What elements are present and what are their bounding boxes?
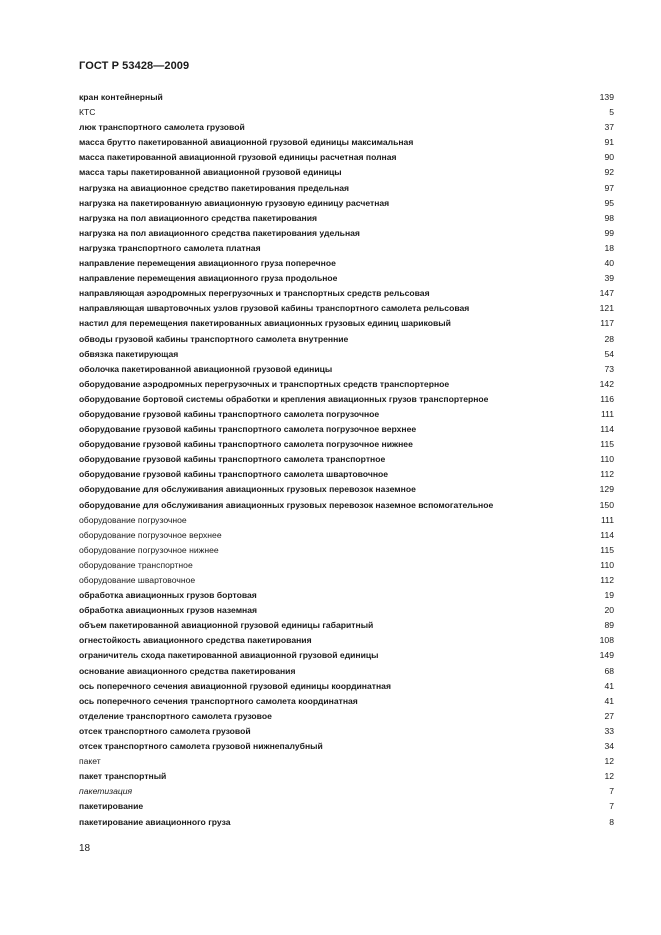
index-entry [79,181,614,196]
index-page-ref: 5 [609,107,614,118]
index-entry [79,679,614,694]
index-entry [79,165,614,180]
index-term: основание авиационного средства пакетирования [79,665,296,676]
index-term: оборудование погрузочное верхнее [79,529,222,540]
index-term: нагрузка на пол авиационного средства пакетирования удельная [79,227,360,238]
index-entry [79,528,614,543]
index-term: оборудование для обслуживания авиационных грузовых перевозок наземное [79,484,416,495]
index-entry [79,573,614,588]
index-entry [79,513,614,528]
index-page-ref: 112 [600,469,614,480]
index-page-ref: 110 [600,559,614,570]
index-term: КТС [79,107,96,118]
index-term: нагрузка транспортного самолета платная [79,242,261,253]
index-term: обработка авиационных грузов бортовая [79,590,257,601]
index-entry [79,241,614,256]
index-entry [79,452,614,467]
index-entry [79,498,614,513]
index-page-ref: 41 [604,680,614,691]
index-page-ref: 40 [604,258,614,269]
document-header: ГОСТ Р 53428—2009 [79,60,190,72]
index-term: оборудование грузовой кабины транспортного самолета погрузочное верхнее [79,424,417,435]
index-term: оборудование грузовой кабины транспортного самолета швартовочное [79,469,389,480]
index-page-ref: 98 [604,212,614,223]
index-entry [79,256,614,271]
index-term: оболочка пакетированной авиационной грузовой единицы [79,363,333,374]
index-page-ref: 41 [604,695,614,706]
index-entry [79,799,614,814]
index-page-ref: 68 [604,665,614,676]
index-term: отсек транспортного самолета грузовой нижнепалубный [79,741,323,752]
index-page-ref: 97 [604,182,614,193]
index-page-ref: 73 [604,363,614,374]
index-term: оборудование грузовой кабины транспортного самолета погрузочное [79,408,380,419]
index-term: оборудование погрузочное [79,514,187,525]
index-term: оборудование транспортное [79,559,193,570]
index-page-ref: 12 [604,756,614,767]
index-page-ref: 39 [604,273,614,284]
index-term: огнестойкость авиационного средства пакетирования [79,635,312,646]
index-entry [79,105,614,120]
index-page-ref: 108 [599,635,614,646]
index-term: масса пакетированной авиационной грузовой единицы расчетная полная [79,152,397,163]
index-term: нагрузка на авиационное средство пакетирования предельная [79,182,350,193]
index-page-ref: 110 [600,454,614,465]
index-term: оборудование бортовой системы обработки и крепления авиационных грузов транспортерное [79,393,489,404]
index-entry [79,120,614,135]
index-term: люк транспортного самолета грузовой [79,122,245,133]
index-entry [79,422,614,437]
index-term: оборудование аэродромных перегрузочных и транспортных средств транспортерное [79,378,450,389]
index-page-ref: 37 [604,122,614,133]
index-page-ref: 34 [604,741,614,752]
index-page-ref: 142 [599,378,614,389]
index-term: пакет транспортный [79,771,167,782]
index-entry [79,724,614,739]
index-entry [79,286,614,301]
index-page-ref: 27 [604,710,614,721]
index-entry [79,467,614,482]
index-entry [79,739,614,754]
index-page-ref: 129 [599,484,614,495]
index-page-ref: 147 [599,288,614,299]
index-page-ref: 99 [604,227,614,238]
index-term: оборудование грузовой кабины транспортного самолета транспортное [79,454,386,465]
index-term: оборудование для обслуживания авиационных грузовых перевозок наземное вспомогательное [79,499,494,510]
index-page-ref: 7 [609,786,614,797]
index-term: ограничитель схода пакетированной авиационной грузовой единицы [79,650,379,661]
index-term: направляющая аэродромных перегрузочных и транспортных средств рельсовая [79,288,430,299]
index-page-ref: 28 [604,333,614,344]
index-term: пакетирование [79,801,144,812]
index-entry [79,316,614,331]
index-entry [79,362,614,377]
index-entry [79,347,614,362]
index-entry [79,196,614,211]
index-entry [79,618,614,633]
index-entry [79,437,614,452]
index-page-ref: 12 [604,771,614,782]
index-page-ref: 91 [604,137,614,148]
index-page-ref: 111 [600,408,614,419]
index-entry [79,633,614,648]
index-term: оборудование грузовой кабины транспортного самолета погрузочное нижнее [79,439,413,450]
index-page-ref: 8 [609,816,614,827]
index-page-ref: 18 [604,242,614,253]
index-entry [79,482,614,497]
index-entry [79,271,614,286]
index-page-ref: 89 [604,620,614,631]
index-term: ось поперечного сечения транспортного самолета координатная [79,695,358,706]
index-page-ref: 114 [600,529,614,540]
index-page-ref: 111 [600,514,614,525]
index-term: обвязка пакетирующая [79,348,179,359]
index-entry [79,226,614,241]
index-entry [79,815,614,830]
index-term: направляющая швартовочных узлов грузовой кабины транспортного самолета рельсовая [79,303,470,314]
index-term: оборудование швартовочное [79,575,196,585]
index-entry [79,407,614,422]
index-term: направление перемещения авиационного груза поперечное [79,258,336,269]
index-entry [79,392,614,407]
index-term: отсек транспортного самолета грузовой [79,725,251,736]
index-entry [79,150,614,165]
index-entry [79,588,614,603]
index-term: масса брутто пакетированной авиационной грузовой единицы максимальная [79,137,414,148]
index-page-ref: 112 [600,575,614,585]
index-page-ref: 116 [600,393,614,404]
index-entry [79,709,614,724]
index-entry [79,558,614,573]
index-entry [79,754,614,769]
index-entry [79,769,614,784]
index-term: обработка авиационных грузов наземная [79,605,258,616]
index-term: пакетизация [79,786,133,797]
index-entry [79,694,614,709]
index-page-ref: 95 [604,197,614,208]
index-term: пакет [79,756,101,767]
index-page-ref: 19 [604,590,614,601]
index-term: обводы грузовой кабины транспортного самолета внутренние [79,333,349,344]
index-term: объем пакетированной авиационной грузовой единицы габаритный [79,620,374,631]
index-page-ref: 7 [609,801,614,812]
index-entry [79,90,614,105]
index-page-ref: 149 [599,650,614,661]
index-entry [79,603,614,618]
index-page-ref: 90 [604,152,614,163]
index-page-ref: 54 [604,348,614,359]
index-page-ref: 121 [599,303,614,314]
index-page-ref: 139 [599,92,614,102]
index-term: направление перемещения авиационного груза продольное [79,273,338,284]
index-term: масса тары пакетированной авиационной грузовой единицы [79,167,342,178]
alphabetical-term-index [79,90,614,830]
index-term: ось поперечного сечения авиационной грузовой единицы координатная [79,680,391,691]
index-entry [79,543,614,558]
index-term: оборудование погрузочное нижнее [79,544,219,555]
index-page-ref: 92 [604,167,614,178]
index-entry [79,301,614,316]
index-entry [79,135,614,150]
index-term: настил для перемещения пакетированных авиационных грузовых единиц шариковый [79,318,451,329]
index-term: пакетирование авиационного груза [79,816,231,827]
index-term: кран контейнерный [79,92,163,102]
index-page-ref: 150 [599,499,614,510]
index-entry [79,211,614,226]
index-entry [79,784,614,799]
index-page-ref: 33 [604,725,614,736]
index-page-ref: 114 [600,424,614,435]
index-page-ref: 115 [600,439,614,450]
index-entry [79,648,614,663]
index-entry [79,332,614,347]
index-page-ref: 20 [604,605,614,616]
index-term: отделение транспортного самолета грузовое [79,710,272,721]
index-term: нагрузка на пакетированную авиационную грузовую единицу расчетная [79,197,390,208]
page-number: 18 [79,843,91,854]
index-term: нагрузка на пол авиационного средства пакетирования [79,212,318,223]
index-entry [79,664,614,679]
index-entry [79,377,614,392]
index-page-ref: 115 [600,544,614,555]
index-page-ref: 117 [600,318,614,329]
